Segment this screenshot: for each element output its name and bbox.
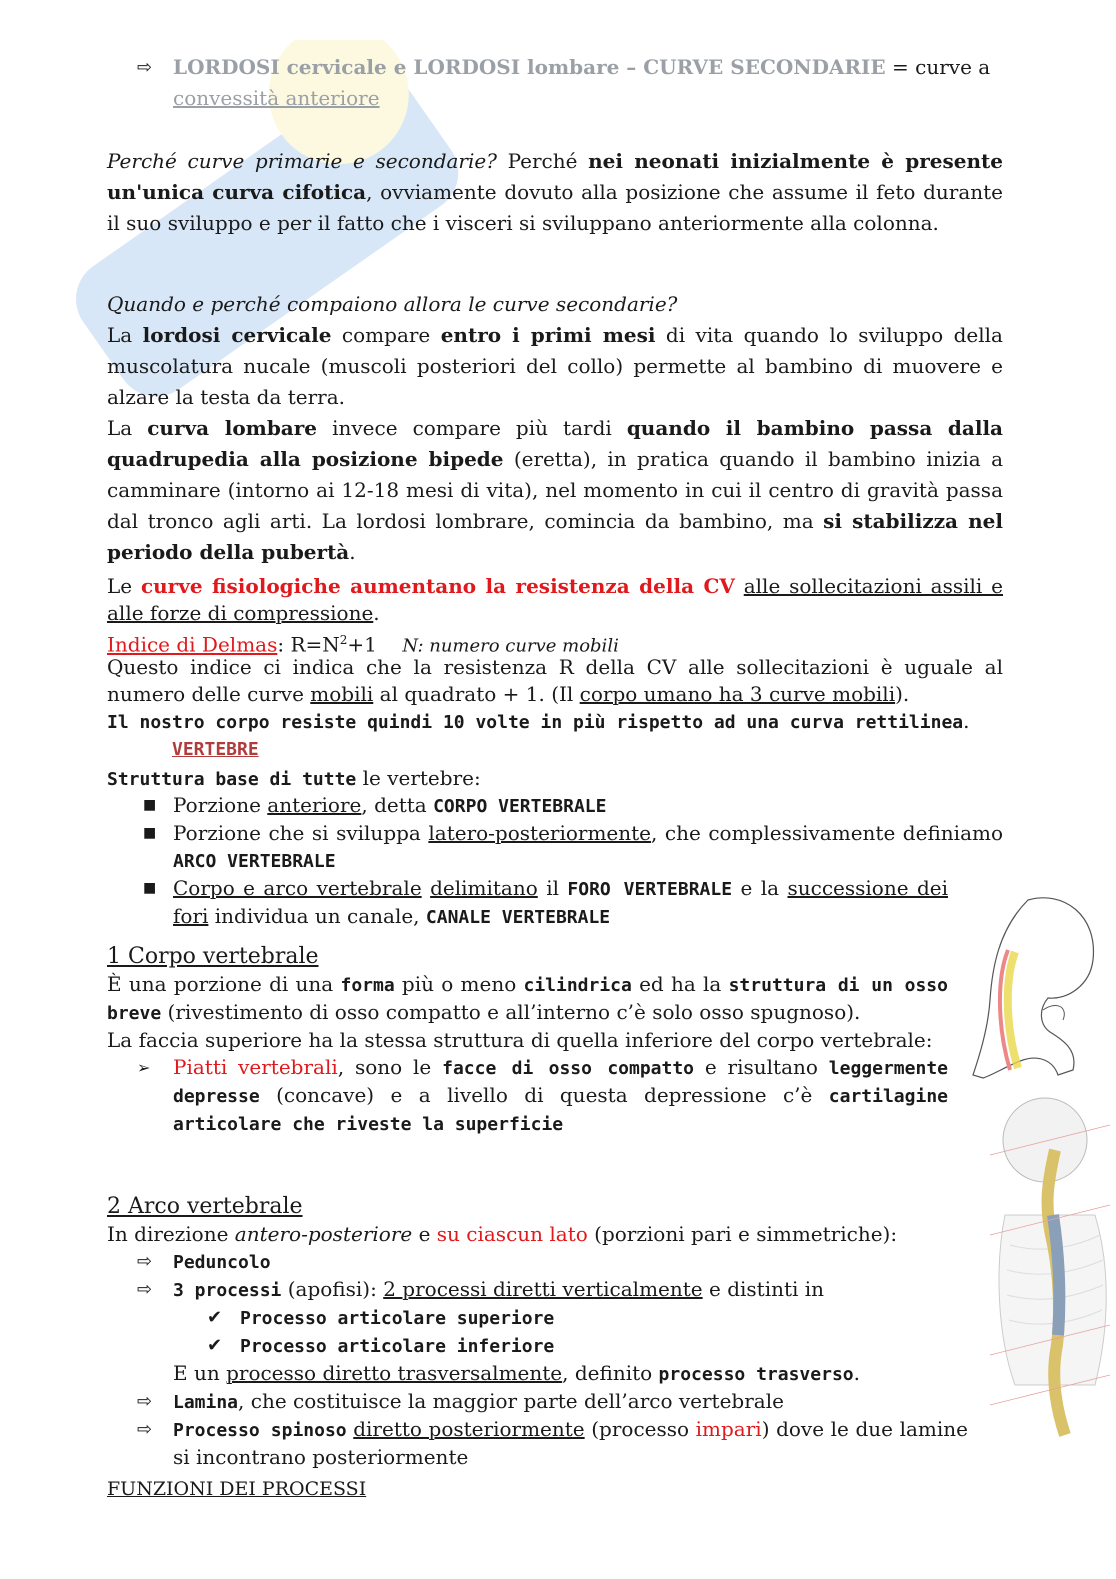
paragraph-physiological-curves: Le curve fisiologiche aumentano la resistenza della CV alle sollecitazioni assili e alle forze di compressione. <box>107 574 1003 625</box>
list-item: ✔ Processo articolare superiore <box>107 1304 968 1332</box>
square-bullet-icon: ■ <box>143 825 157 841</box>
square-bullet-icon: ■ <box>143 797 157 813</box>
heading-funzioni: FUNZIONI DEI PROCESSI <box>107 1478 367 1500</box>
paragraph-basic-structure: Struttura base di tutte le vertebre: <box>107 766 481 790</box>
heading-vertebre: VERTEBRE <box>172 739 259 760</box>
paragraph-cervical-lordosis: La lordosi cervicale compare entro i primi mesi di vita quando lo sviluppo della muscolatura nucale (muscoli posteriori del collo) permette al bambino di muovere e alzare la testa da terra. <box>107 323 1003 409</box>
paragraph-upper-face: La faccia superiore ha la stessa struttura di quella inferiore del corpo vertebrale: <box>107 1028 933 1052</box>
list-item: ✔ Processo articolare inferiore <box>107 1332 968 1360</box>
paragraph-delmas-explanation: Questo indice ci indica che la resistenza R della CV alle sollecitazioni è uguale al numero delle curve mobili al quadrato + 1. (Il corpo umano ha 3 curve mobili). <box>107 655 1003 706</box>
hollow-right-arrow-icon: ⇨ <box>137 1279 153 1300</box>
paragraph-lumbar-curve: La curva lombare invece compare più tardi quando il bambino passa dalla quadrupedia alla posizione bipede (eretta), in pratica quando il bambino inizia a camminare (intorno ai 12-18 mesi di vita), nel momento in cui il centro di gravità passa dal tronco agli arti. La lordosi lombrare, comincia da bambino, ma si stabilizza nel periodo della pubertà. <box>107 416 1004 564</box>
paragraph-transverse-process: E un processo diretto trasversalmente, definito processo trasverso. <box>173 1361 860 1385</box>
list-item: ⇨ 3 processi (apofisi): 2 processi diretti verticalmente e distinti in <box>137 1277 825 1301</box>
delmas-index: Indice di Delmas: $R=N^2+1$ N: numero curve mobili <box>107 632 619 657</box>
section-arco-vertebrale <box>107 1193 968 1471</box>
check-mark-icon: ✔ <box>207 1335 223 1356</box>
spine-illustration <box>985 1095 1115 1450</box>
hollow-right-arrow-icon: ⇨ <box>137 57 153 78</box>
list-item: ⇨ Peduncolo <box>107 1248 968 1276</box>
section-title: 2 Arco vertebrale <box>107 1194 303 1219</box>
paragraph-primary-secondary: Perché curve primarie e secondarie? Perché nei neonati inizialmente è presente un'unica curva cifotica, ovviamente dovuto alla posizione che assume il feto durante il suo sviluppo e per il fatto che i visceri si sviluppano anteriormente alla colonna. <box>107 149 1004 235</box>
section-corpo-vertebrale <box>107 943 948 1138</box>
paragraph-body-shape: È una porzione di una forma più o meno cilindrica ed ha la struttura di un osso breve (rivestimento di osso compatto e all’interno c’è solo osso spugnoso). <box>107 972 948 1024</box>
question-secondary-curves: Quando e perché compaiono allora le curve secondarie? <box>107 292 678 316</box>
section-title: 1 Corpo vertebrale <box>107 944 319 969</box>
hollow-right-arrow-icon: ⇨ <box>137 1391 153 1412</box>
fetus-illustration <box>968 890 1098 1085</box>
chevron-right-icon: ➢ <box>137 1058 151 1077</box>
paragraph-body-resistance: Il nostro corpo resiste quindi 10 volte in più rispetto ad una curva rettilinea. <box>107 709 970 733</box>
list-item: ➢ Piatti vertebrali, sono le facce di osso compatto e risultano leggermente depresse (concave) e a livello di questa depressione c’è cartilagine articolare che riveste la superficie <box>137 1055 948 1135</box>
check-mark-icon: ✔ <box>207 1307 223 1328</box>
list-item: ⇨ Processo spinoso diretto posteriormente (processo impari) dove le due lamine si incontrano posteriormente <box>137 1417 968 1469</box>
square-bullet-icon: ■ <box>143 880 157 896</box>
hollow-right-arrow-icon: ⇨ <box>137 1419 153 1440</box>
paragraph-arch-intro: In direzione antero-posteriore e su ciascun lato (porzioni pari e simmetriche): <box>107 1222 898 1246</box>
list-item: ⇨ Lamina, che costituisce la maggior parte dell’arco vertebrale <box>137 1389 784 1413</box>
hollow-right-arrow-icon: ⇨ <box>137 1251 153 1272</box>
